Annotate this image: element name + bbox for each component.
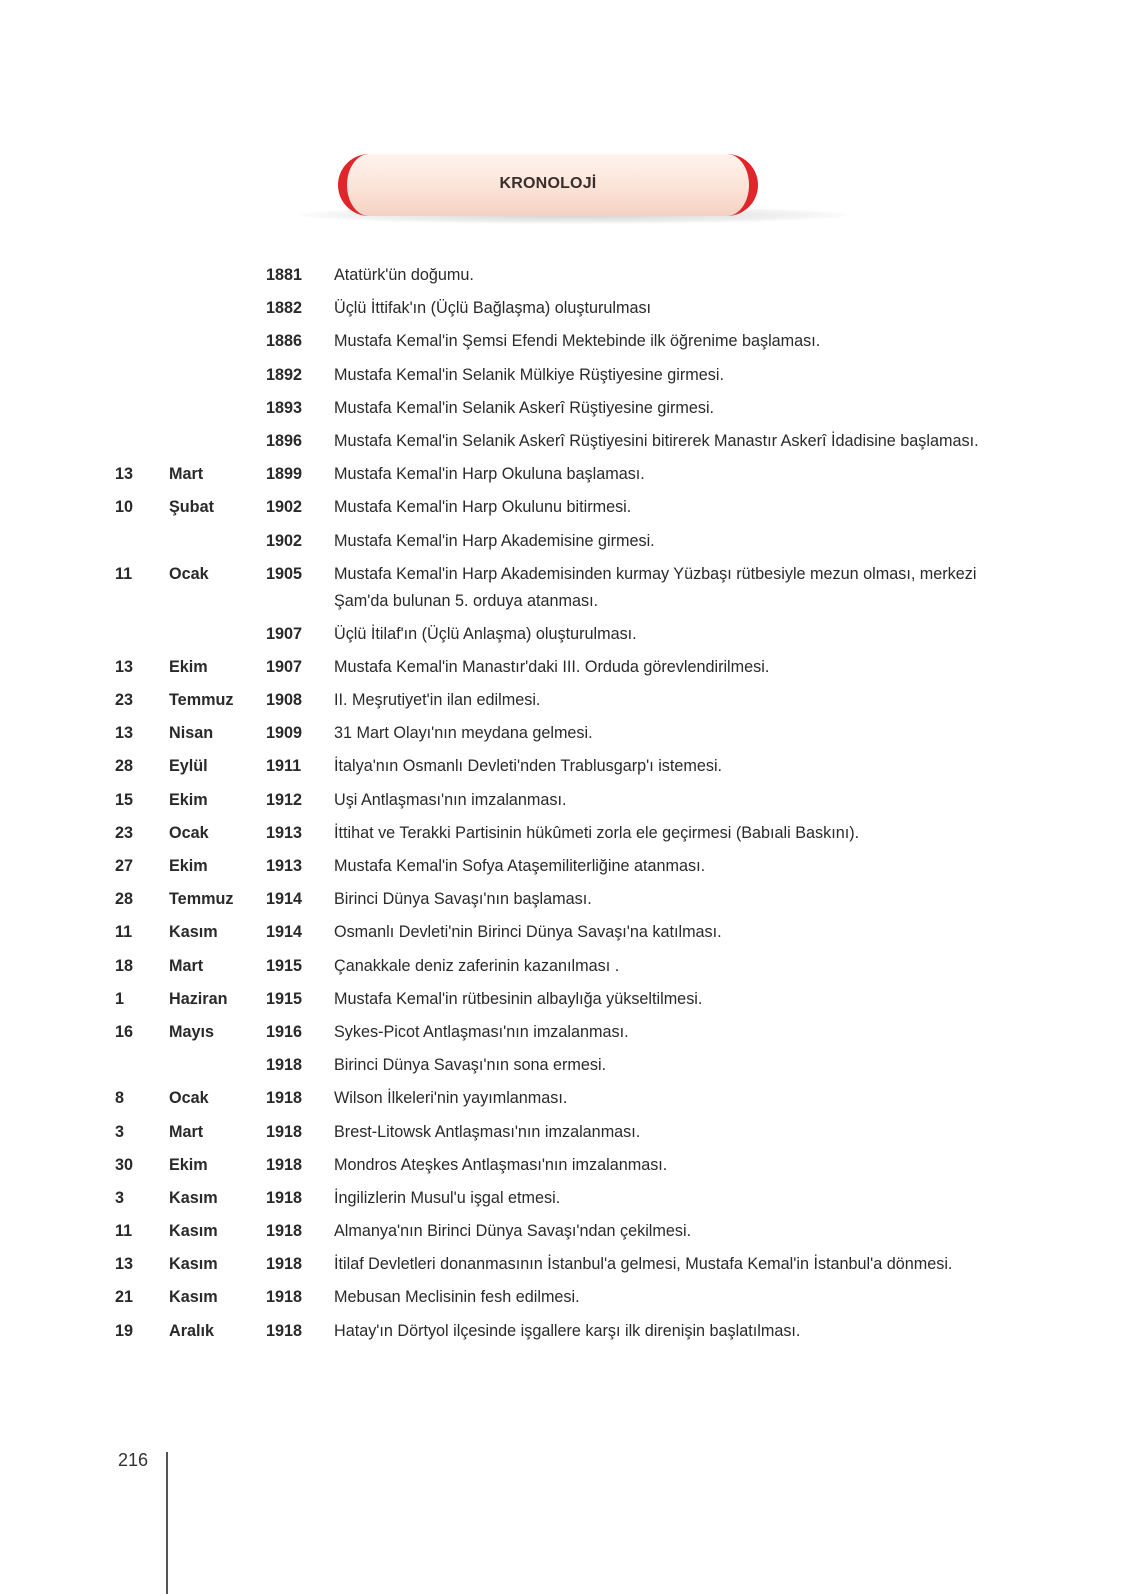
entry-day: 23 xyxy=(115,691,134,710)
chronology-entry xyxy=(0,1019,1140,1052)
chronology-entry xyxy=(0,1185,1140,1218)
entry-day: 8 xyxy=(115,1089,125,1108)
entry-month: Mayıs xyxy=(169,1022,214,1041)
chronology-entry xyxy=(0,953,1140,986)
page-number: 216 xyxy=(118,1450,149,1470)
chronology-entry xyxy=(0,494,1140,527)
entry-month: Ocak xyxy=(169,1089,209,1108)
footer-divider xyxy=(166,1452,168,1594)
entry-year: 1915 xyxy=(266,989,303,1008)
entry-month: Temmuz xyxy=(169,890,234,909)
entry-year: 1886 xyxy=(266,332,303,351)
chronology-entry xyxy=(0,654,1140,687)
entry-day: 13 xyxy=(115,465,134,484)
entry-month: Aralık xyxy=(169,1321,214,1340)
entry-year: 1899 xyxy=(266,465,303,484)
entry-month: Ekim xyxy=(169,857,208,875)
chronology-entry xyxy=(0,820,1140,853)
entry-event: Çanakkale deniz zaferinin kazanılması . xyxy=(334,956,620,975)
entry-month: Haziran xyxy=(169,989,228,1008)
chronology-entry xyxy=(0,853,1140,886)
chronology-entry xyxy=(0,295,1140,328)
entry-day: 11 xyxy=(115,923,133,942)
entry-month: Temmuz xyxy=(169,691,234,710)
entry-month: Kasım xyxy=(169,1188,218,1207)
chronology-entry xyxy=(0,1284,1140,1317)
chronology-entry xyxy=(0,1152,1140,1185)
entry-year: 1908 xyxy=(266,691,303,710)
chronology-entry xyxy=(0,328,1140,361)
entry-day: 3 xyxy=(115,1122,125,1141)
entry-event: İngilizlerin Musul'u işgal etmesi. xyxy=(334,1188,561,1207)
entry-year: 1896 xyxy=(266,431,303,450)
entry-year: 1892 xyxy=(266,365,303,384)
entry-event: Birinci Dünya Savaşı'nın başlaması. xyxy=(334,890,592,909)
entry-day: 13 xyxy=(115,657,134,676)
entry-day: 10 xyxy=(115,498,134,517)
entry-day: 11 xyxy=(115,564,133,583)
entry-year: 1902 xyxy=(266,498,303,517)
entry-event: Sykes-Picot Antlaşması'nın imzalanması. xyxy=(334,1022,629,1041)
entry-event: Mondros Ateşkes Antlaşması'nın imzalanması. xyxy=(334,1155,668,1174)
entry-day: 13 xyxy=(115,1255,134,1274)
entry-day: 19 xyxy=(115,1321,134,1340)
entry-year: 1909 xyxy=(266,724,303,743)
entry-month: Kasım xyxy=(169,1288,218,1307)
entry-event: Mustafa Kemal'in Selanik Askerî Rüştiyesine girmesi. xyxy=(334,398,715,417)
entry-day: 16 xyxy=(115,1022,134,1041)
chronology-list xyxy=(0,262,1140,1351)
entry-year: 1911 xyxy=(266,757,302,776)
entry-event: Wilson İlkeleri'nin yayımlanması. xyxy=(334,1089,568,1108)
entry-event: Mustafa Kemal'in Şemsi Efendi Mektebinde ilk öğrenime başlaması. xyxy=(334,332,821,351)
entry-year: 1918 xyxy=(266,1089,303,1108)
entry-month: Şubat xyxy=(169,498,214,517)
entry-event: İtilaf Devletleri donanmasının İstanbul'a gelmesi, Mustafa Kemal'in İstanbul'a dönmesi. xyxy=(334,1255,953,1274)
entry-year: 1916 xyxy=(266,1022,303,1041)
entry-event: Mustafa Kemal'in Harp Okuluna başlaması. xyxy=(334,465,645,484)
entry-year: 1914 xyxy=(266,890,303,909)
chronology-entry xyxy=(0,362,1140,395)
chronology-entry xyxy=(0,461,1140,494)
entry-event: Üçlü İttifak'ın (Üçlü Bağlaşma) oluşturulması xyxy=(334,299,652,318)
entry-event: Mustafa Kemal'in Selanik Askerî Rüştiyesini bitirerek Manastır Askerî İdadisine başlaması. xyxy=(334,431,979,450)
entry-month: Mart xyxy=(169,956,204,975)
entry-day: 18 xyxy=(115,956,134,975)
entry-year: 1913 xyxy=(266,823,303,842)
entry-year: 1914 xyxy=(266,923,303,942)
entry-year: 1918 xyxy=(266,1122,303,1141)
entry-year: 1905 xyxy=(266,564,303,583)
entry-year: 1893 xyxy=(266,398,303,417)
entry-year: 1907 xyxy=(266,657,303,676)
chronology-entry xyxy=(0,395,1140,428)
entry-day: 21 xyxy=(115,1288,134,1307)
chronology-entry xyxy=(0,1119,1140,1152)
entry-event: Atatürk'ün doğumu. xyxy=(334,266,474,284)
entry-event: İttihat ve Terakki Partisinin hükûmeti zorla ele geçirmesi (Babıali Baskını). xyxy=(334,823,860,842)
entry-month: Mart xyxy=(169,465,204,484)
chronology-entry xyxy=(0,687,1140,720)
entry-day: 28 xyxy=(115,890,134,909)
entry-year: 1915 xyxy=(266,956,303,975)
entry-event: Hatay'ın Dörtyol ilçesinde işgallere karşı ilk direnişin başlatılması. xyxy=(334,1321,801,1340)
entry-event: Uşi Antlaşması'nın imzalanması. xyxy=(334,790,567,809)
entry-year: 1918 xyxy=(266,1321,303,1340)
entry-year: 1918 xyxy=(266,1155,303,1174)
entry-year: 1918 xyxy=(266,1222,303,1241)
entry-event: Mustafa Kemal'in Selanik Mülkiye Rüştiyesine girmesi. xyxy=(334,365,724,384)
chronology-entry xyxy=(0,720,1140,753)
chronology-entry xyxy=(0,886,1140,919)
entry-day: 23 xyxy=(115,823,134,842)
entry-day: 15 xyxy=(115,790,134,809)
entry-year: 1907 xyxy=(266,624,303,643)
entry-day: 27 xyxy=(115,857,134,875)
entry-month: Ocak xyxy=(169,564,209,583)
entry-event: 31 Mart Olayı'nın meydana gelmesi. xyxy=(334,724,593,743)
entry-event: Mustafa Kemal'in Manastır'daki III. Orduda görevlendirilmesi. xyxy=(334,657,770,676)
entry-event: İtalya'nın Osmanlı Devleti'nden Trablusgarp'ı istemesi. xyxy=(334,757,723,776)
entry-month: Mart xyxy=(169,1122,204,1141)
chronology-entry xyxy=(0,919,1140,952)
chronology-entry xyxy=(0,1052,1140,1085)
chronology-entry xyxy=(0,561,1140,621)
chronology-entry xyxy=(0,753,1140,786)
chronology-entry xyxy=(0,528,1140,561)
entry-month: Eylül xyxy=(169,757,208,776)
entry-event: Osmanlı Devleti'nin Birinci Dünya Savaşı'na katılması. xyxy=(334,923,722,942)
chronology-entry xyxy=(0,986,1140,1019)
entry-month: Kasım xyxy=(169,1222,218,1241)
entry-event: Mustafa Kemal'in rütbesinin albaylığa yükseltilmesi. xyxy=(334,989,703,1008)
entry-day: 11 xyxy=(115,1222,133,1241)
entry-month: Ekim xyxy=(169,790,208,809)
entry-day: 1 xyxy=(115,989,125,1008)
entry-year: 1881 xyxy=(266,266,303,284)
entry-month: Ekim xyxy=(169,657,208,676)
chronology-entry xyxy=(0,787,1140,820)
entry-event: Almanya'nın Birinci Dünya Savaşı'ndan çekilmesi. xyxy=(334,1222,692,1241)
entry-year: 1918 xyxy=(266,1188,303,1207)
chronology-entry xyxy=(0,428,1140,461)
entry-year: 1918 xyxy=(266,1288,303,1307)
entry-month: Nisan xyxy=(169,724,214,743)
chronology-entry xyxy=(0,1218,1140,1251)
entry-month: Kasım xyxy=(169,1255,218,1274)
chronology-entry xyxy=(0,1085,1140,1118)
entry-year: 1912 xyxy=(266,790,303,809)
entry-event: Mustafa Kemal'in Harp Akademisinden kurmay Yüzbaşı rütbesiyle mezun olması, merkezi Şam'da bulunan 5. orduya atanması. xyxy=(334,564,977,610)
page-title: KRONOLOJİ xyxy=(499,175,597,192)
chronology-entry xyxy=(0,1318,1140,1351)
chronology-entry xyxy=(0,1251,1140,1284)
entry-month: Ocak xyxy=(169,823,209,842)
chronology-entry xyxy=(0,262,1140,295)
entry-event: Mustafa Kemal'in Harp Akademisine girmesi. xyxy=(334,531,655,550)
entry-event: Brest-Litowsk Antlaşması'nın imzalanması. xyxy=(334,1122,641,1141)
entry-event: Mebusan Meclisinin fesh edilmesi. xyxy=(334,1288,580,1307)
entry-event: II. Meşrutiyet'in ilan edilmesi. xyxy=(334,691,541,710)
title-banner xyxy=(338,154,758,216)
entry-event: Mustafa Kemal'in Harp Okulunu bitirmesi. xyxy=(334,498,632,517)
entry-event: Mustafa Kemal'in Sofya Ataşemiliterliğine atanması. xyxy=(334,857,706,875)
entry-event: Üçlü İtilaf'ın (Üçlü Anlaşma) oluşturulması. xyxy=(334,624,637,643)
entry-month: Ekim xyxy=(169,1155,208,1174)
entry-event: Birinci Dünya Savaşı'nın sona ermesi. xyxy=(334,1056,607,1075)
entry-year: 1918 xyxy=(266,1056,303,1075)
entry-year: 1882 xyxy=(266,299,303,318)
entry-month: Kasım xyxy=(169,923,218,942)
entry-year: 1918 xyxy=(266,1255,303,1274)
entry-day: 3 xyxy=(115,1188,125,1207)
entry-year: 1902 xyxy=(266,531,303,550)
chronology-entry xyxy=(0,621,1140,654)
entry-day: 13 xyxy=(115,724,134,743)
entry-year: 1913 xyxy=(266,857,303,875)
entry-day: 28 xyxy=(115,757,134,776)
entry-day: 30 xyxy=(115,1155,134,1174)
